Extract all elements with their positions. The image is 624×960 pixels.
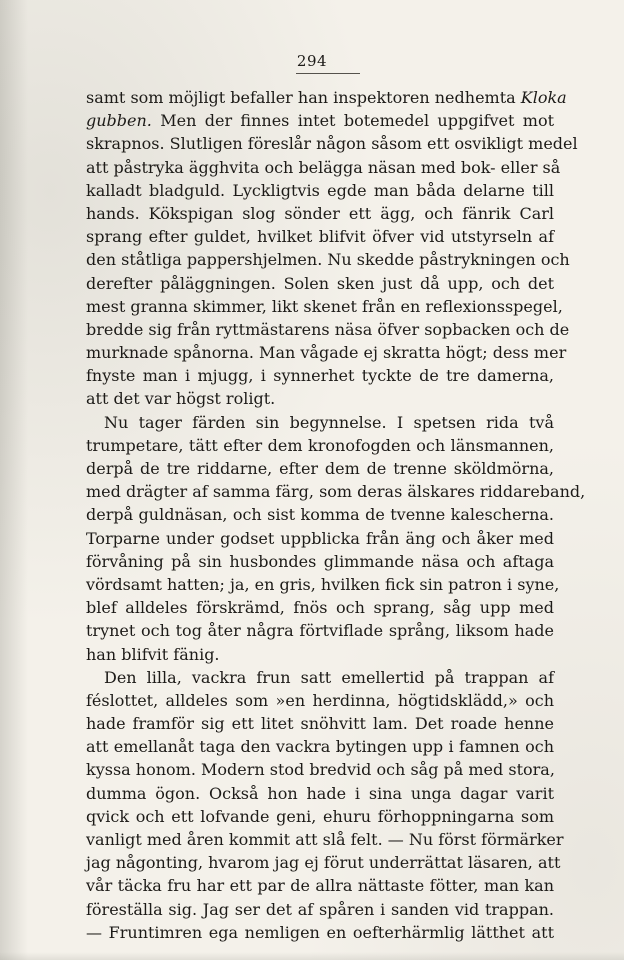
text-line <box>86 619 554 642</box>
text-line <box>86 248 570 271</box>
text-line <box>86 527 554 550</box>
text-line <box>86 86 567 109</box>
line-text: — Fruntimren ega nemligen en oefterhärmlig lätthet att <box>86 922 554 942</box>
text-line <box>86 364 554 387</box>
line-text: han blifvit fänig. <box>86 644 220 664</box>
text-line <box>86 758 554 781</box>
page-number: 294 <box>296 52 328 70</box>
line-text: samt som möjligt befaller han inspektoren nedhemta Kloka <box>86 88 567 107</box>
text-line <box>86 874 554 897</box>
line-text: Nu tager färden sin begynnelse. I spetsen rida två <box>104 412 554 432</box>
text-line <box>86 712 554 735</box>
line-text: bredde sig från ryttmästarens näsa öfver sopbacken och de <box>86 319 570 339</box>
text-line <box>86 434 554 457</box>
line-text: den ståtliga pappershjelmen. Nu skedde påstrykningen och <box>86 250 570 270</box>
text-line <box>86 828 564 851</box>
paragraph-2 <box>86 411 586 666</box>
page-gutter-shadow <box>0 0 28 960</box>
text-line <box>86 689 554 712</box>
text-line <box>86 272 554 295</box>
line-text: förvåning på sin husbondes glimmande näsa och aftaga <box>86 551 554 571</box>
paragraph-1 <box>86 86 578 411</box>
line-text: att det var högst roligt. <box>86 389 276 409</box>
text-line <box>86 109 554 132</box>
line-text: blef alldeles förskrämd, fnös och sprang, såg upp med <box>86 598 554 618</box>
text-line <box>86 387 554 410</box>
line-text: féslottet, alldeles som »en herdinna, högtidsklädd,» och <box>86 690 554 710</box>
line-text: att påstryka ägghvita och belägga näsan med bok- eller så <box>86 157 561 177</box>
text-line <box>86 202 554 225</box>
text-line <box>86 805 554 828</box>
line-text: gubben. Men der finnes intet botemedel uppgifvet mot <box>86 111 554 131</box>
line-text: Torparne under godset uppblicka från äng och åker med <box>86 528 554 548</box>
text-line <box>86 782 554 805</box>
text-line <box>86 318 570 341</box>
line-text: derpå de tre riddarne, efter dem de trenne sköldmörna, <box>86 459 554 478</box>
line-text: vördsamt hatten; ja, en gris, hvilken fick sin patron i syne, <box>86 574 560 594</box>
line-text: hade framför sig ett litet snöhvitt lam. Det roade henne <box>86 714 554 734</box>
text-line <box>86 851 561 874</box>
text-line <box>86 457 554 480</box>
body-text <box>86 86 586 944</box>
line-text: med drägter af samma färg, som deras älskares riddareband, <box>86 482 586 502</box>
page-bottom-edge <box>0 952 624 960</box>
line-text: derefter påläggningen. Solen sken just då upp, och det <box>86 273 554 293</box>
line-text: vanligt med åren kommit att slå felt. — Nu först förmärker <box>86 830 564 849</box>
line-text: mest granna skimmer, likt skenet från en reflexionsspegel, <box>86 296 563 316</box>
text-line <box>86 898 554 921</box>
line-text: trynet och tog åter några förtviflade språng, liksom hade <box>86 621 554 641</box>
line-text: qvick och ett lofvande geni, ehuru förhoppningarna som <box>86 806 554 826</box>
text-line <box>86 503 554 526</box>
text-line <box>86 643 554 666</box>
line-text: jag någonting, hvarom jag ej förut underrättat läsaren, att <box>86 853 561 873</box>
text-line <box>86 573 560 596</box>
line-text: fnyste man i mjugg, i synnerhet tyckte de tre damerna, <box>86 366 554 386</box>
line-text: trumpetare, tätt efter dem kronofogden och länsmannen, <box>86 435 554 455</box>
text-line <box>86 550 554 573</box>
line-text: att emellanåt taga den vackra bytingen upp i famnen och <box>86 737 554 757</box>
text-line <box>86 341 567 364</box>
line-text: skrapnos. Slutligen föreslår någon såsom ett osvikligt medel <box>86 134 578 154</box>
italic-word: gubben. <box>86 111 152 131</box>
text-line <box>86 596 554 619</box>
line-text: föreställa sig. Jag ser det af spåren i sanden vid trappan. <box>86 899 554 919</box>
paragraph-3 <box>86 666 564 944</box>
page-number-rule <box>296 73 360 74</box>
text-line <box>86 132 578 155</box>
text-line <box>86 735 554 758</box>
text-line <box>86 156 561 179</box>
line-text: murknade spånorna. Man vågade ej skratta högt; dess mer <box>86 343 567 363</box>
text-line <box>86 179 554 202</box>
line-text: kalladt bladguld. Lyckligtvis egde man båda delarne till <box>86 180 554 200</box>
line-text: dumma ögon. Också hon hade i sina unga dagar varit <box>86 783 554 803</box>
italic-word: Kloka <box>520 88 567 107</box>
line-text: hands. Kökspigan slog sönder ett ägg, och fänrik Carl <box>86 203 554 223</box>
text-line <box>86 295 563 318</box>
line-text: kyssa honom. Modern stod bredvid och såg på med stora, <box>86 760 555 780</box>
text-line <box>86 666 554 689</box>
line-text: derpå guldnäsan, och sist komma de tvenne kalescherna. <box>86 505 554 525</box>
line-text: sprang efter guldet, hvilket blifvit öfver vid utstyrseln af <box>86 227 554 247</box>
text-line <box>86 225 554 248</box>
text-line <box>86 480 586 503</box>
text-line <box>86 921 554 944</box>
line-text: Den lilla, vackra frun satt emellertid på trappan af <box>104 667 554 687</box>
text-line <box>86 411 554 434</box>
line-text: vår täcka fru har ett par de allra nättaste fötter, man kan <box>86 876 554 896</box>
